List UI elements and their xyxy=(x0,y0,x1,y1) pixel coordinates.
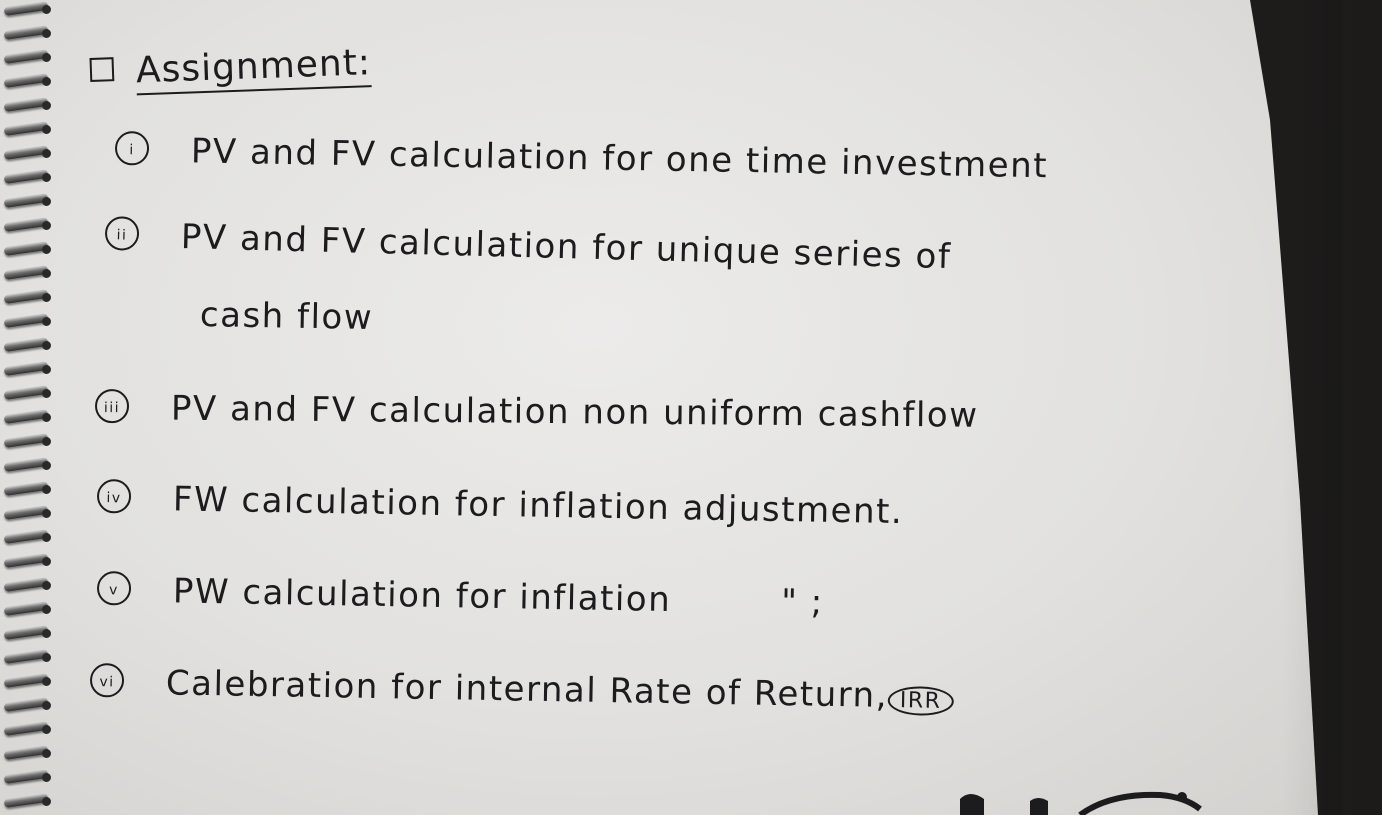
irr-abbreviation: IRR xyxy=(888,686,954,716)
list-item xyxy=(90,662,954,717)
list-item xyxy=(95,388,979,436)
list-item xyxy=(97,570,824,623)
roman-numeral-marker: vi xyxy=(90,663,125,698)
roman-numeral-marker: v xyxy=(97,571,132,606)
list-item xyxy=(104,215,951,277)
list-item-continuation: cash flow xyxy=(199,295,374,339)
assignment-heading-text: Assignment: xyxy=(135,42,372,95)
list-item-text: PW calculation for inflation xyxy=(172,571,672,621)
assignment-heading xyxy=(89,42,371,93)
roman-numeral-marker: i xyxy=(115,131,150,166)
ditto-mark: " ; xyxy=(780,581,824,623)
list-item xyxy=(97,478,904,532)
roman-numeral-marker: ii xyxy=(105,216,140,251)
list-item-text: PV and FV calculation for one time investment xyxy=(190,131,1049,187)
list-item-text: FW calculation for inflation adjustment. xyxy=(172,479,904,533)
roman-numeral-marker: iii xyxy=(95,389,129,423)
checkbox-icon xyxy=(89,57,114,82)
list-item-text: Calebration for internal Rate of Return, xyxy=(165,663,889,716)
list-item-text: PV and FV calculation non uniform cashflow xyxy=(170,388,979,436)
roman-numeral-marker: iv xyxy=(97,479,132,514)
next-page-ink-mark xyxy=(960,785,1220,815)
list-item xyxy=(115,130,1049,186)
list-item-text: PV and FV calculation for unique series of xyxy=(180,216,952,278)
